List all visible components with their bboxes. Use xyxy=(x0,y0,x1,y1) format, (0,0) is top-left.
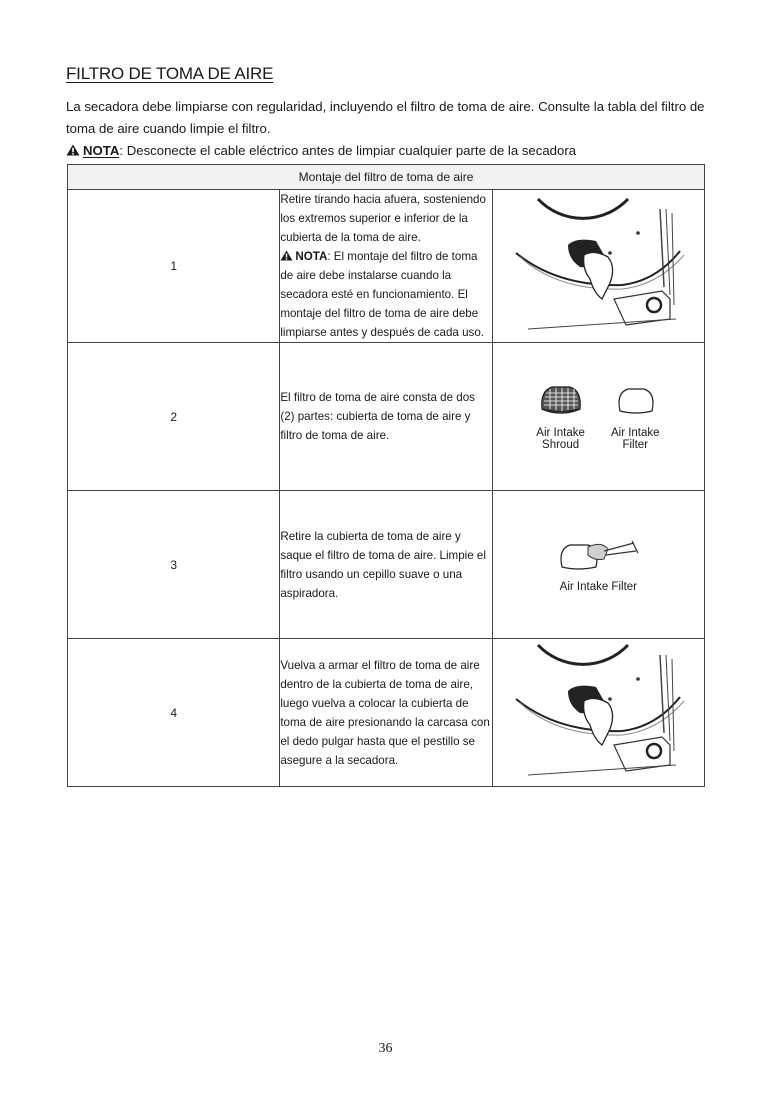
step-number: 3 xyxy=(68,491,280,639)
step-text xyxy=(280,343,492,491)
page-number: 36 xyxy=(378,1041,393,1056)
step-instruction: Retire la cubierta de toma de aire y saque el filtro de toma de aire. Limpie el filtro usando un cepillo suave o una aspiradora. xyxy=(280,529,486,600)
page-title: FILTRO DE TOMA DE AIRE xyxy=(66,64,274,83)
shroud-icon xyxy=(536,383,586,417)
step-illustration xyxy=(492,343,704,491)
note-text: : El montaje del filtro de toma de aire debe instalarse cuando la secadora esté en funcionamiento. El montaje del filtro de toma de aire debe limpiarse antes y después de cada uso. xyxy=(280,250,484,339)
air-intake-shroud xyxy=(521,383,601,451)
step-instruction: El filtro de toma de aire consta de dos (2) partes: cubierta de toma de aire y filtro de toma de aire. xyxy=(280,391,475,442)
step-instruction: Retire tirando hacia afuera, sosteniendo los extremos superior e inferior de la cubierta de la toma de aire. xyxy=(280,193,486,244)
step-text xyxy=(280,639,492,787)
step-illustration xyxy=(492,639,704,787)
table-row xyxy=(68,491,705,639)
step-number: 4 xyxy=(68,639,280,787)
warning-icon xyxy=(66,144,80,156)
warning-note xyxy=(66,142,716,160)
air-intake-filter xyxy=(601,383,670,451)
table-header: Montaje del filtro de toma de aire xyxy=(68,165,705,190)
filter-brush-icon xyxy=(548,537,648,571)
part-caption: Air Intake Filter xyxy=(559,580,637,593)
step-text xyxy=(280,491,492,639)
part-caption: Air Intake Shroud xyxy=(536,426,585,451)
step-note xyxy=(280,247,491,342)
note-label: NOTA xyxy=(295,250,328,263)
note-label: NOTA xyxy=(83,143,120,158)
step-number: 1 xyxy=(68,190,280,343)
air-intake-filter-cleaning xyxy=(493,537,704,593)
step-instruction: Vuelva a armar el filtro de toma de aire dentro de la cubierta de toma de aire, luego vuelva a colocar la cubierta de toma de aire presionando la carcasa con el dedo pulgar hasta que el pestillo se asegure a la secadora. xyxy=(280,658,490,767)
dryer-intake-illustration xyxy=(498,195,698,333)
part-caption: Air Intake Filter xyxy=(610,426,660,451)
note-text: : Desconecte el cable eléctrico antes de limpiar cualquier parte de la secadora xyxy=(119,143,577,158)
air-intake-table xyxy=(67,164,705,787)
intro-paragraph: La secadora debe limpiarse con regularidad, incluyendo el filtro de toma de aire. Consulte la tabla del filtro de toma de aire cuando limpie el filtro. xyxy=(66,99,705,136)
warning-icon xyxy=(280,250,293,261)
step-illustration xyxy=(492,190,704,343)
table-row xyxy=(68,639,705,787)
table-row xyxy=(68,190,705,343)
step-illustration xyxy=(492,491,704,639)
dryer-intake-illustration xyxy=(498,641,698,779)
step-text xyxy=(280,190,492,343)
step-number: 2 xyxy=(68,343,280,491)
table-row xyxy=(68,343,705,491)
filter-icon xyxy=(610,383,660,417)
